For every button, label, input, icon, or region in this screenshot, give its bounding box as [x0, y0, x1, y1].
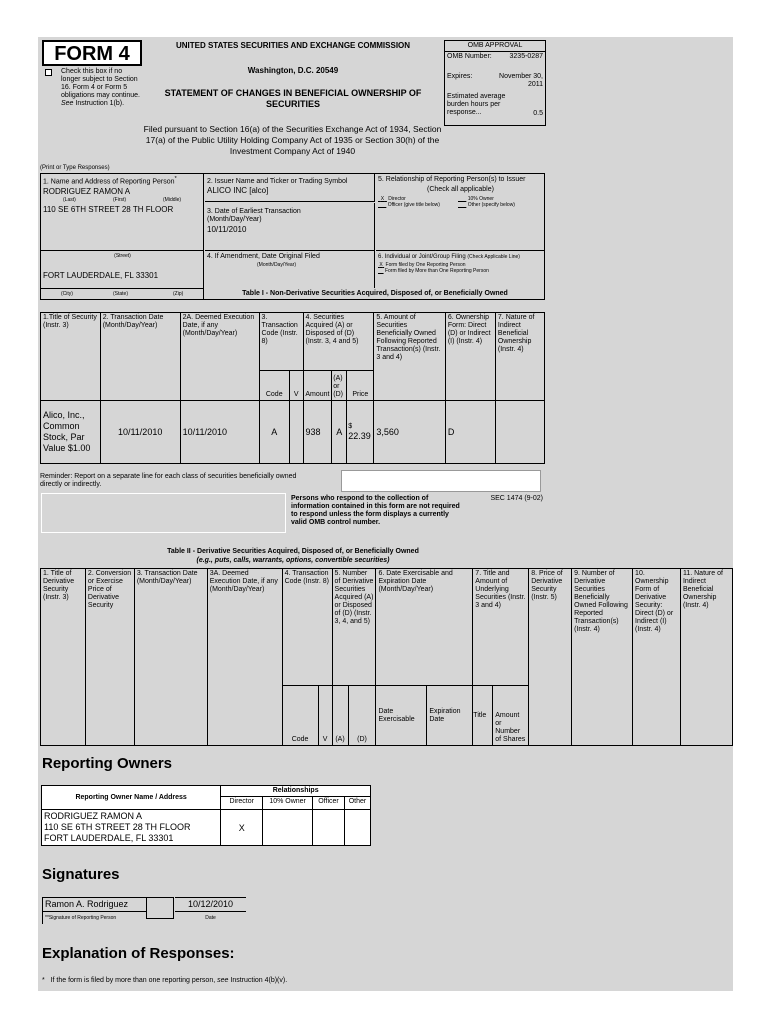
date-box: 10/12/2010 Date	[175, 897, 246, 924]
omb-burden: 0.5	[533, 110, 543, 117]
checkbox-text: Check this box if no longer subject to Section 16. Form 4 or Form 5 obligations may continue. See Instruction 1(b).	[61, 68, 140, 107]
omb-number-label: OMB Number:	[447, 53, 492, 60]
signatures-heading: Signatures	[42, 866, 120, 883]
box4-amendment: 4. If Amendment, Date Original Filed (Month/Day/Year)	[205, 250, 375, 288]
box3-earliest-transaction: 3. Date of Earliest Transaction (Month/Day/Year) 10/11/2010	[205, 203, 375, 250]
earliest-transaction-date: 10/11/2010	[207, 225, 247, 234]
omb-approval-box	[444, 40, 546, 126]
box2-issuer: 2. Issuer Name and Ticker or Trading Symbol ALICO INC [alco]	[205, 174, 375, 202]
box5-relationship: 5. Relationship of Reporting Person(s) to Issuer (Check all applicable) X Director 10% Owner Officer (give title below) Other (specify below)	[378, 176, 526, 208]
table2-subtitle: (e.g., puts, calls, warrants, options, convertible securities)	[196, 557, 390, 564]
owner-row: RODRIGUEZ RAMON A 110 SE 6TH STREET 28 TH FLOOR FORT LAUDERDALE, FL 33301 X	[42, 810, 371, 846]
reminder-input-box	[341, 470, 541, 492]
security-title: Alico, Inc., Common Stock, Par Value $1.00	[41, 401, 101, 464]
blank-box	[41, 493, 286, 533]
no-longer-subject-checkbox[interactable]	[45, 69, 52, 76]
agency: UNITED STATES SECURITIES AND EXCHANGE COMMISSION	[175, 41, 411, 50]
omb-title: OMB APPROVAL	[445, 41, 545, 52]
director-check: X Director	[380, 196, 406, 202]
issuer-value: ALICO INC [alco]	[207, 186, 269, 195]
form-page	[38, 37, 733, 991]
signature-date: 10/12/2010	[175, 898, 246, 912]
reporting-person-street: 110 SE 6TH STREET 28 TH FLOOR	[43, 205, 174, 215]
agency-city: Washington, D.C. 20549	[247, 66, 339, 75]
omb-number: 3235-0287	[509, 53, 543, 60]
form-title: FORM 4	[54, 43, 130, 65]
reporting-person-city: FORT LAUDERDALE, FL 33301	[43, 271, 159, 280]
omb-burden-label: Estimated average burden hours per response...	[447, 93, 506, 116]
reminder: Reminder: Report on a separate line for each class of securities beneficially owned directly or indirectly.	[40, 473, 297, 488]
table2-title: Table II - Derivative Securities Acquired, Disposed of, or Beneficially Owned	[167, 548, 419, 555]
reporting-person-name: RODRIGUEZ RAMON A	[43, 187, 131, 197]
statement-title: STATEMENT OF CHANGES IN BENEFICIAL OWNERSHIP OF SECURITIES	[164, 88, 422, 109]
signature-box: Ramon A. Rodriguez **Signature of Reporting Person	[42, 897, 146, 924]
filed-pursuant: Filed pursuant to Section 16(a) of the Securities Exchange Act of 1934, Section 17(a) of the Public Utility Holding Company Act of 1935 or Section 30(h) of the Investment Company Act of 1940	[143, 124, 442, 156]
box1-street-city: (Street) FORT LAUDERDALE, FL 33301	[41, 250, 204, 287]
explanation-heading: Explanation of Responses:	[42, 945, 235, 962]
omb-expires: November 30, 2011	[499, 73, 543, 88]
sec-number: SEC 1474 (9-02)	[490, 495, 543, 502]
persons-notice: Persons who respond to the collection of information contained in this form are not required to respond unless the form displays a currently valid OMB control number.	[291, 495, 460, 526]
print-type: (Print or Type Responses)	[40, 165, 110, 171]
owners-heading: Reporting Owners	[42, 755, 173, 772]
form-title-box	[42, 40, 142, 66]
explanation-note: * If the form is filed by more than one reporting person, see Instruction 4(b)(v).	[42, 977, 288, 984]
box1-city-labels: (City) (State) (Zip)	[41, 288, 204, 299]
box6-filing: 6. Individual or Joint/Group Filing (Check Applicable Line) X Form filed by One Reporting Person Form filed by More than One Reporting Person	[376, 250, 545, 288]
table1-row: Alico, Inc., Common Stock, Par Value $1.00 10/11/2010 10/11/2010 A 938 A $ 22.39 3,560 D	[41, 401, 545, 464]
table2: 1. Title of Derivative Security (Instr. 3) 2. Conversion or Exercise Price of Derivative Security 3. Transaction Date (Month/Day/Year) 3A. Deemed Execution Date, if any (Month/Day/Year) 4. Transaction Code (Instr. 8) 5. Number of Derivative Securities Acquired (A) or Disposed of (D) (Instr. 3, 4, and 5) 6. Date Exercisable and Expiration Date (Month/Day/Year) 7. Title and Amount of Underlying Securities (Instr. 3 and 4) 8. Price of Derivative Security (Instr. 5) 9. Number of Derivative Securities Beneficially Owned Following Reported Transaction(s) (Instr. 4) 10. Ownership Form of Derivative Security: Direct (D) or Indirect (I) (Instr. 4) 11. Nature of Indirect Beneficial Ownership (Instr. 4) Code V (A) (D) Date Exercisable Expiration Date Title Amount or Number of Shares	[40, 568, 733, 746]
box1-name-address: 1. Name and Address of Reporting Person* RODRIGUEZ RAMON A (Last) (First) (Middle) 110 SE 6TH STREET 28 TH FLOOR	[41, 174, 204, 299]
owners-table: Reporting Owner Name / Address Relationships Director 10% Owner Officer Other RODRIGUEZ RAMON A 110 SE 6TH STREET 28 TH FLOOR FORT LAUDERDALE, FL 33301 X	[41, 785, 371, 846]
signature-name: Ramon A. Rodriguez	[43, 898, 147, 912]
omb-expires-label: Expires:	[447, 73, 473, 80]
table1-title: Table I - Non-Derivative Securities Acquired, Disposed of, or Beneficially Owned	[242, 290, 508, 297]
table1: 1.Title of Security (Instr. 3) 2. Transaction Date (Month/Day/Year) 2A. Deemed Execution Date, if any (Month/Day/Year) 3. Transaction Code (Instr. 8) 4. Securities Acquired (A) or Disposed of (D) (Instr. 3, 4 and 5) 5. Amount of Securities Beneficially Owned Following Reported Transaction(s) (Instr. 3 and 4) 6. Ownership Form: Direct (D) or Indirect (I) (Instr. 4) 7. Nature of Indirect Beneficial Ownership (Instr. 4) Code V Amount (A) or (D) Price Alico, Inc., Common Stock, Par Value $1.00 10/11/2010 10/11/2010 A 938 A $ 22.39 3,560 D	[40, 312, 545, 464]
